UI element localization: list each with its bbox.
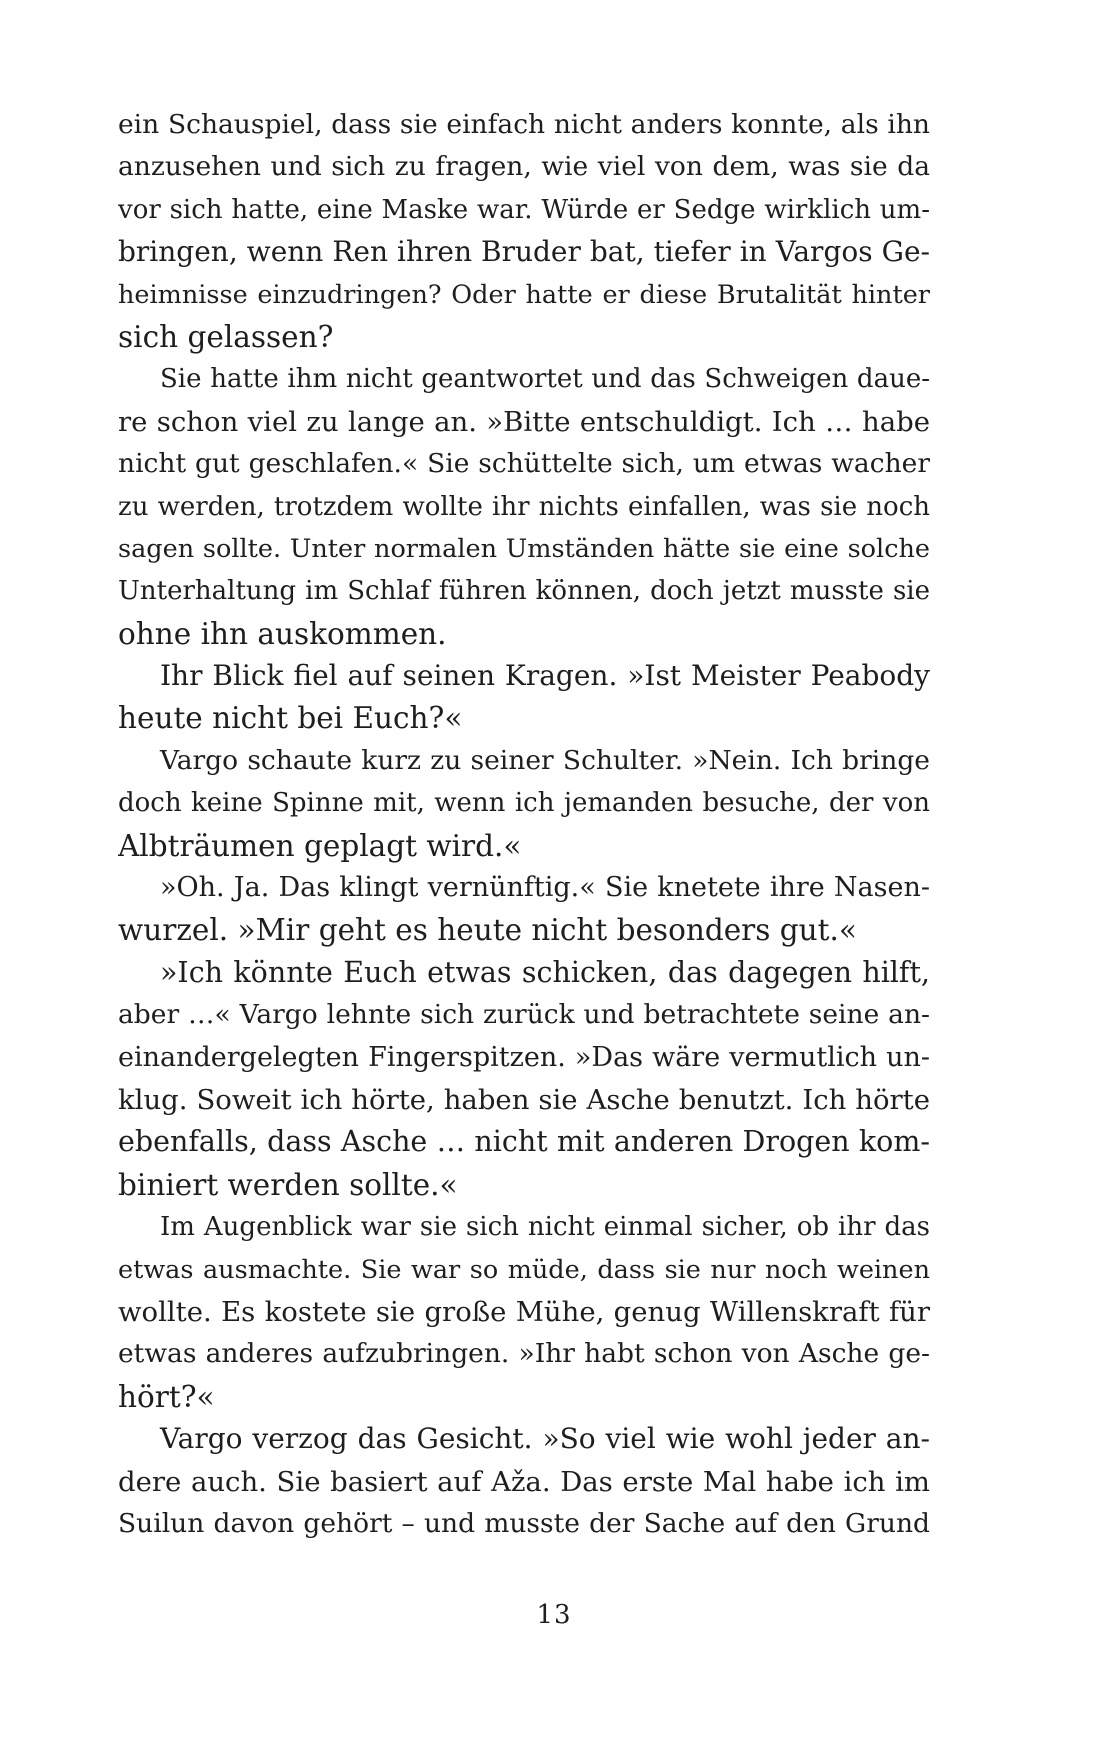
text-line: wurzel. »Mir geht es heute nicht besonders gut.«: [118, 913, 857, 948]
page-number: 13: [536, 1600, 572, 1630]
text-line: heute nicht bei Euch?«: [118, 701, 463, 736]
text-line: wollte. Es kostete sie große Mühe, genug Willenskraft für: [118, 1295, 930, 1328]
text-line: Im Augenblick war sie sich nicht einmal sicher, ob ihr das: [160, 1212, 930, 1243]
text-line: Unterhaltung im Schlaf führen können, doch jetzt musste sie: [118, 576, 930, 607]
text-line: ohne ihn auskommen.: [118, 616, 447, 651]
text-line: heimnisse einzudringen? Oder hatte er diese Brutalität hinter: [118, 279, 930, 310]
text-line: ein Schauspiel, dass sie einfach nicht anders konnte, als ihn: [118, 109, 930, 140]
text-line: etwas anderes aufzubringen. »Ihr habt schon von Asche ge-: [118, 1338, 930, 1370]
text-line: sagen sollte. Unter normalen Umständen hätte sie eine solche: [118, 533, 930, 564]
text-line: anzusehen und sich zu fragen, wie viel von dem, was sie da: [118, 151, 930, 183]
text-line: dere auch. Sie basiert auf Aža. Das erste Mal habe ich im: [118, 1465, 930, 1498]
text-line: vor sich hatte, eine Maske war. Würde er Sedge wirklich um-: [118, 194, 930, 225]
text-line: Vargo schaute kurz zu seiner Schulter. »Nein. Ich bringe: [160, 744, 930, 776]
body-text: [118, 104, 930, 1545]
text-line: bringen, wenn Ren ihren Bruder bat, tiefer in Vargos Ge-: [118, 235, 930, 269]
text-line: »Oh. Ja. Das klingt vernünftig.« Sie knetete ihre Nasen-: [160, 872, 930, 904]
text-line: re schon viel zu lange an. »Bitte entschuldigt. Ich … habe: [118, 405, 930, 438]
text-line: Ihr Blick fiel auf seinen Kragen. »Ist Meister Peabody: [160, 659, 930, 693]
text-line: Suilun davon gehört – und musste der Sache auf den Grund: [118, 1507, 930, 1539]
text-line: etwas ausmachte. Sie war so müde, dass sie nur noch weinen: [118, 1254, 930, 1285]
text-line: nicht gut geschlafen.« Sie schüttelte sich, um etwas wacher: [118, 448, 930, 480]
text-line: »Ich könnte Euch etwas schicken, das dagegen hilft,: [160, 955, 930, 989]
text-line: hört?«: [118, 1379, 215, 1414]
text-line: sich gelassen?: [118, 319, 334, 354]
text-line: Albträumen geplagt wird.«: [118, 828, 522, 863]
text-line: Vargo verzog das Gesicht. »So viel wie wohl jeder an-: [160, 1422, 930, 1456]
text-line: klug. Soweit ich hörte, haben sie Asche benutzt. Ich hörte: [118, 1083, 930, 1116]
text-line: doch keine Spinne mit, wenn ich jemanden besuche, der von: [118, 788, 930, 819]
text-line: aber …« Vargo lehnte sich zurück und betrachtete seine an-: [118, 999, 930, 1031]
text-line: zu werden, trotzdem wollte ihr nichts einfallen, was sie noch: [118, 491, 930, 522]
text-line: einandergelegten Fingerspitzen. »Das wäre vermutlich un-: [118, 1041, 930, 1073]
text-line: ebenfalls, dass Asche … nicht mit anderen Drogen kom-: [118, 1125, 930, 1159]
text-line: Sie hatte ihm nicht geantwortet und das Schweigen daue-: [160, 364, 930, 395]
text-line: biniert werden sollte.«: [118, 1167, 458, 1202]
